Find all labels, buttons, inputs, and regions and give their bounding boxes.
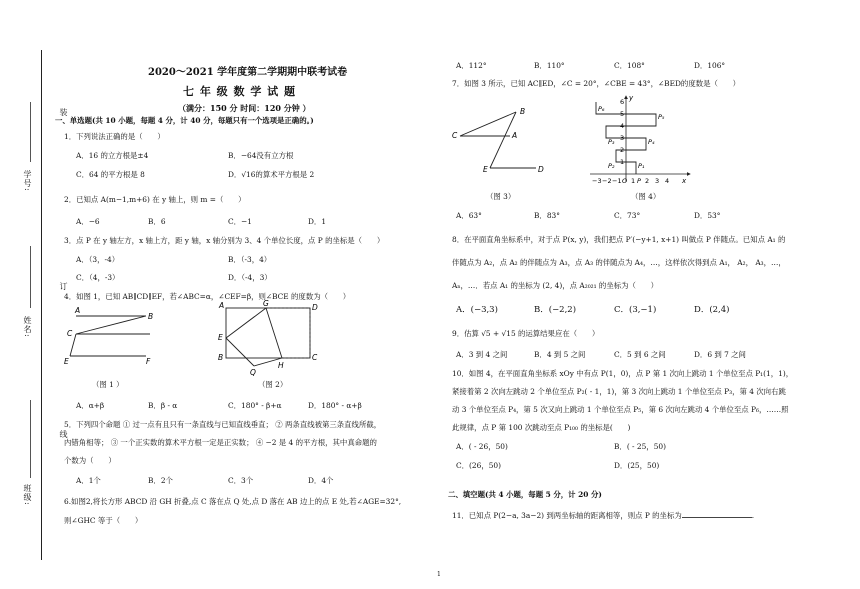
fig2-label-a: A [219, 301, 225, 310]
q9-option-a[interactable]: A．3 到 4 之间 [456, 350, 508, 359]
q1-option-c[interactable]: C．64 的平方根是 8 [76, 170, 145, 179]
q10-option-b[interactable]: B．( - 25，50) [614, 442, 666, 451]
q5-option-d[interactable]: D．4个 [308, 476, 334, 485]
fig4-tick-2: 2 [620, 146, 625, 154]
q3-stem: 3．点 P 在 y 轴左方，x 轴上方，距 y 轴，x 轴分别为 3、4 个单位长度，点 P 的坐标是（ ） [64, 236, 385, 245]
q10-line-2: 紧接着第 2 次向左跳动 2 个单位至点 P₂( - 1，1)，第 3 次向上跳动 1 个单位至点 P₃，第 4 次向右跳 [452, 387, 786, 396]
fig4-tick-1: 1 [620, 158, 625, 166]
fig2-label-b: B [218, 353, 224, 362]
field-class: 班级: [23, 484, 32, 506]
fig4-label-p: P [637, 177, 641, 185]
q4-option-c[interactable]: C．180° - β+α [228, 401, 282, 410]
q4-option-a[interactable]: A．α+β [76, 401, 105, 410]
exam-title: 2020～2021 学年度第二学期期中联考试卷 [148, 67, 348, 78]
q9-stem: 9．估算 √5 + √15 的运算结果应在（ ） [452, 329, 600, 338]
fig2-label-c: C [312, 353, 318, 362]
q9-option-d[interactable]: D．6 到 7 之间 [694, 350, 746, 359]
q6-line-1: 6.如图2,将长方形 ABCD 沿 GH 折叠,点 C 落在点 Q 处,点 D 落在 AB 边上的点 E 处,若∠AGE=32°, [64, 497, 402, 506]
binding-label-xian: 线 [59, 430, 68, 439]
fig1-label-f: F [146, 357, 151, 366]
q6-option-b[interactable]: B．110° [534, 61, 565, 70]
q7-option-a[interactable]: A．63° [456, 211, 482, 220]
field-underline-name [30, 246, 31, 308]
fig4-tick-6: 6 [620, 98, 625, 106]
field-underline-id [30, 102, 31, 162]
q10-line-3: 动 3 个单位至点 P₄，第 5 次又向上跳动 1 个单位至点 P₅，第 6 次向左跳动 4 个单位至点 P₆，……照 [452, 405, 789, 414]
q5-line-1: 5．下列四个命题 ① 过一点有且只有一条直线与已知直线垂直； ② 两条直线被第三条直线所截， [64, 420, 382, 429]
fig4-label-p3: P₃ [608, 138, 615, 146]
q11-stem: 11．已知点 P(2−a, 3a−2) 到两坐标轴的距离相等，则点 P 的坐标为 [452, 511, 682, 520]
field-name: 姓名: [23, 316, 32, 338]
q8-option-d[interactable]: D．(2,4) [694, 305, 730, 315]
q7-option-c[interactable]: C．73° [614, 211, 641, 220]
fig4-label-p4: P₄ [648, 138, 655, 146]
section1-heading: 一、单选题(共 10 小题，每题 4 分，计 40 分，每题只有一个选项是正确的。) [55, 116, 314, 125]
q4-stem: 4．如图 1，已知 AB∥CD∥EF，若∠ABC=α，∠CEF=β，则∠BCE 的度数为（ ） [64, 292, 351, 301]
fig3-label-d: D [538, 165, 544, 174]
q8-option-a[interactable]: A．(−3,3) [456, 305, 498, 315]
fig1-label-b: B [148, 312, 154, 321]
fig4-tick-4: 4 [620, 122, 625, 130]
binding-line [41, 50, 42, 560]
q2-option-a[interactable]: A．−6 [76, 217, 100, 226]
fig3-label-e: E [483, 165, 488, 174]
fig3-label-a: A [512, 131, 518, 140]
q1-option-d[interactable]: D．√16的算术平方根是 2 [228, 170, 315, 179]
field-underline-class [30, 400, 31, 478]
q2-stem: 2．已知点 A(m−1,m+6) 在 y 轴上，则 m =（ ） [64, 195, 246, 204]
q3-option-a[interactable]: A．（3，-4） [76, 255, 120, 264]
q10-line-1: 10．如图 4，在平面直角坐标系 xOy 中有点 P(1，0)，点 P 第 1 次向上跳动 1 个单位至点 P₁(1，1)， [452, 369, 794, 378]
fig3-label-b: B [520, 107, 526, 116]
fig4-tick-neg3: −3 [592, 177, 602, 185]
fig4-tick-3: 3 [620, 134, 625, 142]
fig3-line-be [490, 112, 516, 168]
section2-heading: 二、填空题(共 4 小题，每题 5 分，计 20 分) [448, 490, 602, 499]
q6-option-c[interactable]: C．108° [614, 61, 645, 70]
fig4-label-p1: P₁ [638, 162, 645, 170]
q6-option-d[interactable]: D．106° [694, 61, 726, 70]
q10-option-c[interactable]: C．(26，50) [456, 461, 502, 470]
q6-line-2: 则∠GHC 等于（ ） [64, 516, 143, 525]
q6-option-a[interactable]: A．112° [456, 61, 487, 70]
fig2-label-d: D [312, 303, 318, 312]
fig4-label-x: x [682, 177, 687, 185]
fig4-label-origin: O [622, 177, 628, 185]
q4-option-b[interactable]: B．β - α [148, 401, 178, 410]
fig1-caption: （图 1 ） [92, 380, 124, 389]
q5-line-3: 个数为（ ） [64, 456, 116, 465]
q7-option-d[interactable]: D．53° [694, 211, 721, 220]
fig4-tick-neg1: −1 [612, 177, 622, 185]
fig4-caption: （图 4） [631, 192, 661, 201]
fig4-label-y: y [629, 94, 634, 102]
fig4-label-p5: P₅ [658, 113, 665, 121]
figure-4 [586, 92, 700, 188]
q7-option-b[interactable]: B．83° [534, 211, 560, 220]
q9-option-b[interactable]: B．4 到 5 之间 [534, 350, 586, 359]
figure-2 [212, 300, 322, 376]
fig4-label-p6: P₆ [598, 105, 605, 113]
q8-line-1: 8．在平面直角坐标系中，对于点 P(x, y)，我们把点 P′(−y+1, x+1) 叫做点 P 伴随点。已知点 A₁ 的 [452, 235, 786, 244]
fig2-label-q: Q [250, 368, 256, 376]
fig4-tick-1x: 1 [631, 177, 636, 185]
fig4-tick-2x: 2 [645, 177, 650, 185]
fig2-caption: （图 2） [258, 380, 288, 389]
fig4-label-p2: P₂ [608, 162, 615, 170]
exam-info: （满分：150 分 时间：120 分钟 ） [178, 103, 311, 113]
fig2-label-h: H [278, 361, 284, 370]
q8-line-3: Aₙ，…．若点 A₁ 的坐标为 (2, 4)，点 A₂₀₂₁ 的坐标为（ ） [452, 281, 659, 290]
q3-option-c[interactable]: C．（4，-3） [76, 273, 120, 282]
q10-line-4: 此规律，点 P 第 100 次跳动至点 P₁₀₀ 的坐标是( ) [452, 423, 631, 432]
fig3-caption: （图 3） [486, 192, 516, 201]
q5-option-a[interactable]: A．1个 [76, 476, 101, 485]
fig4-tick-3x: 3 [655, 177, 660, 185]
q10-option-a[interactable]: A．( - 26，50) [456, 442, 508, 451]
q2-option-b[interactable]: B．6 [148, 217, 166, 226]
q3-option-d[interactable]: D．（-4，3） [228, 273, 272, 282]
binding-label-ding: 订 [59, 282, 68, 291]
fig2-line-ge [226, 308, 266, 338]
q8-option-b[interactable]: B．(−2,2) [534, 305, 577, 315]
fig1-label-a: A [75, 306, 81, 315]
fig2-line-eq [226, 338, 254, 366]
q10-option-d[interactable]: D．(25，50) [614, 461, 660, 470]
fig3-label-c: C [452, 131, 458, 140]
q5-option-c[interactable]: C．3个 [228, 476, 254, 485]
exam-subtitle: 七 年 级 数 学 试 题 [183, 85, 296, 98]
field-student-id: 学号: [23, 170, 32, 192]
q3-option-b[interactable]: B．（-3，4） [228, 255, 272, 264]
figure-1 [62, 306, 162, 372]
q5-line-2: 内错角相等； ③ 一个正实数的算术平方根一定是正实数； ④ −2 是 4 的平方根，其中真命题的 [64, 438, 377, 447]
fig1-label-e: E [64, 357, 69, 366]
q11-stem-row: 11．已知点 P(2−a, 3a−2) 到两坐标轴的距离相等，则点 P 的坐标为 . [452, 511, 755, 520]
binding-label-zhuang: 装 [59, 108, 68, 117]
q8-line-2: 伴随点为 A₂，点 A₂ 的伴随点为 A₃，点 A₃ 的伴随点为 A₄，…，这样依次得到点 A₁， A₂， A₃，…， [452, 258, 786, 267]
fig1-line-bc [76, 316, 146, 334]
q1-option-a[interactable]: A．16 的立方根是±4 [76, 151, 149, 160]
fig4-tick-5: 5 [620, 110, 625, 118]
page-number: 1 [437, 571, 441, 578]
q1-stem: 1．下列说法正确的是（ ） [64, 132, 165, 141]
q7-stem: 7．如图 3 所示，已知 AC∥ED，∠C = 20°，∠CBE = 43°，∠BED的度数是（ ） [452, 79, 741, 88]
fig1-label-c: C [67, 329, 73, 338]
fig4-tick-neg2: −2 [602, 177, 612, 185]
fig2-label-e: E [218, 333, 223, 342]
fig3-line-cb [460, 112, 516, 136]
q1-option-b[interactable]: B．−64没有立方根 [228, 151, 294, 160]
fig4-tick-4x: 4 [665, 177, 670, 185]
q8-option-c[interactable]: C．(3,−1) [614, 305, 657, 315]
fig2-fold-gh [266, 308, 282, 358]
figure-3 [450, 100, 550, 182]
q2-option-d[interactable]: D．1 [308, 217, 327, 226]
q2-option-c[interactable]: C．−1 [228, 217, 252, 226]
fig2-label-g: G [263, 300, 269, 308]
q11-answer-blank[interactable] [682, 509, 752, 518]
q9-option-c[interactable]: C．5 到 6 之间 [614, 350, 666, 359]
q4-option-d[interactable]: D．180° - α+β [308, 401, 362, 410]
q5-option-b[interactable]: B．2个 [148, 476, 173, 485]
